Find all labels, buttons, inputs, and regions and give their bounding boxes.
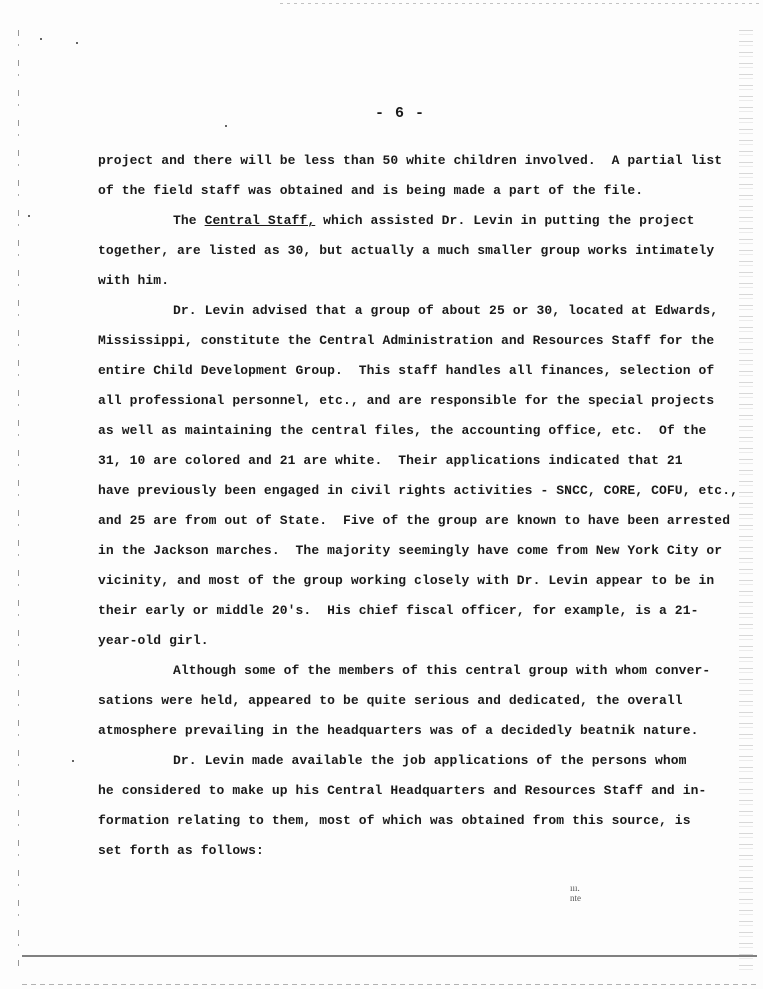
text-line: together, are listed as 30, but actually a much smaller group works intimately (98, 243, 715, 258)
scan-speck (225, 125, 227, 127)
text-span: which assisted Dr. Levin in putting the project (315, 213, 695, 228)
central-staff-underlined: Central Staff, (204, 213, 316, 228)
scan-speck (76, 42, 78, 44)
scan-speck (72, 760, 74, 762)
text-line: as well as maintaining the central files, the accounting office, etc. Of the (98, 423, 707, 438)
scan-bottom-edge (22, 984, 757, 985)
text-line: project and there will be less than 50 white children involved. A partial list (98, 153, 723, 168)
text-line: all professional personnel, etc., and are responsible for the special projects (98, 393, 715, 408)
text-line: sations were held, appeared to be quite serious and dedicated, the overall (98, 693, 683, 708)
text-line: entire Child Development Group. This staff handles all finances, selection of (98, 363, 715, 378)
page-number: - 6 - (374, 105, 425, 122)
text-line: and 25 are from out of State. Five of the group are known to have been arrested (98, 513, 731, 528)
text-line: with him. (98, 273, 170, 288)
document-body (98, 146, 739, 866)
text-line: vicinity, and most of the group working closely with Dr. Levin appear to be in (98, 573, 715, 588)
stamp-line: nte (570, 893, 581, 903)
text-line: Although some of the members of this central group with whom conver- (173, 663, 711, 678)
text-line: he considered to make up his Central Headquarters and Resources Staff and in- (98, 783, 707, 798)
scan-speck (28, 215, 30, 217)
text-line: of the field staff was obtained and is being made a part of the file. (98, 183, 644, 198)
text-line: formation relating to them, most of which was obtained from this source, is (98, 813, 691, 828)
text-line: year-old girl. (98, 633, 209, 648)
text-line: Dr. Levin made available the job applications of the persons whom (173, 753, 687, 768)
stamp-line: ııı. (570, 883, 580, 893)
scan-bottom-rule (22, 955, 757, 957)
text-line: Mississippi, constitute the Central Administration and Resources Staff for the (98, 333, 715, 348)
text-line: set forth as follows: (98, 843, 264, 858)
text-line: Dr. Levin advised that a group of about 25 or 30, located at Edwards, (173, 303, 719, 318)
marginal-stamp (570, 883, 581, 903)
text-line: have previously been engaged in civil rights activities - SNCC, CORE, COFU, etc., (98, 483, 739, 498)
text-line (98, 206, 698, 236)
text-span: The (173, 213, 205, 228)
text-line: atmosphere prevailing in the headquarters was of a decidedly beatnik nature. (98, 723, 699, 738)
scan-top-edge (280, 3, 763, 4)
text-line: in the Jackson marches. The majority seemingly have come from New York City or (98, 543, 723, 558)
scan-left-edge (18, 30, 19, 970)
scan-right-edge (739, 30, 753, 970)
text-line: 31, 10 are colored and 21 are white. Their applications indicated that 21 (98, 453, 683, 468)
scan-speck (40, 38, 42, 40)
text-line: their early or middle 20's. His chief fiscal officer, for example, is a 21- (98, 603, 699, 618)
